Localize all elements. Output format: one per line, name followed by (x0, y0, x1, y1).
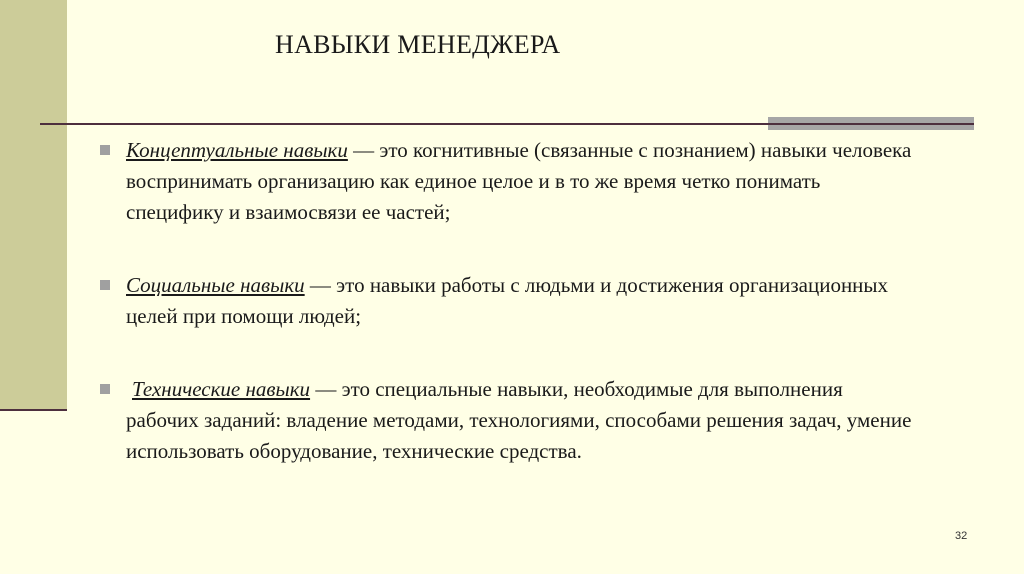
bullet-term: Социальные навыки (126, 273, 305, 297)
square-bullet-icon (100, 384, 110, 394)
bullet-term: Технические навыки (132, 377, 311, 401)
slide-title: НАВЫКИ МЕНЕДЖЕРА (275, 30, 561, 59)
bullet-list (100, 135, 920, 467)
bullet-term: Концептуальные навыки (126, 138, 348, 162)
bullet-text: — это когнитивные (связанные с познанием) навыки человека воспринимать организацию как единое целое и в то же время четко понимать специфику и взаимосвязи ее частей; (126, 138, 912, 224)
square-bullet-icon (100, 280, 110, 290)
title-divider-accent-line (768, 123, 974, 125)
bullet-item-social (100, 270, 920, 332)
bullet-item-conceptual (100, 135, 920, 228)
left-decor-bar (0, 0, 67, 409)
page-number: 32 (955, 530, 968, 542)
square-bullet-icon (100, 145, 110, 155)
bullet-item-technical (100, 374, 920, 467)
bullet-text: — это специальные навыки, необходимые для выполнения рабочих заданий: владение методами, технологиями, способами решения задач, умение использовать оборудование, технические средства. (126, 377, 912, 463)
bullet-text: — это навыки работы с людьми и достижения организационных целей при помощи людей; (126, 273, 889, 328)
left-decor-bar-end-line (0, 409, 67, 411)
